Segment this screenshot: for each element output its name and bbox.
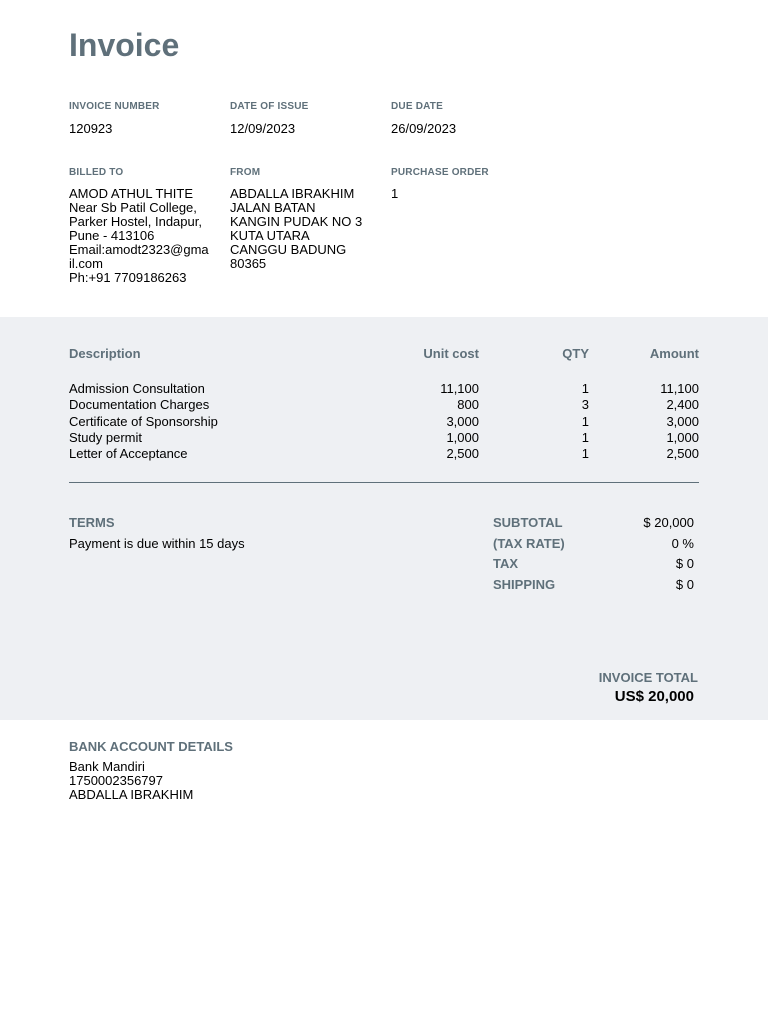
due-date: 26/09/2023 (391, 121, 457, 136)
header-qty: QTY (562, 346, 589, 361)
item-amount: 11,100 (660, 381, 699, 396)
invoice-title: Invoice (69, 27, 180, 63)
invoice-number-label: INVOICE NUMBER (69, 101, 160, 112)
invoice-total-value: US$ 20,000 (614, 688, 694, 705)
purchase-order-label: PURCHASE ORDER (391, 167, 489, 178)
item-unit-cost: 3,000 (446, 413, 479, 429)
header-amount: Amount (649, 346, 699, 361)
billed-to: AMOD ATHUL THITE Near Sb Patil College, Parker Hostel, Indapur, Pune - 413106 Email:amodt2323@gma il.com Ph:+91 7709186263 (69, 186, 209, 285)
subtotal-label: SUBTOTAL (493, 515, 563, 530)
item-qty: 1 (581, 446, 589, 461)
invoice-total-label: INVOICE TOTAL (598, 670, 698, 685)
from-address: ABDALLA IBRAKHIM JALAN BATAN KANGIN PUDAK NO 3 KUTA UTARA CANGGU BADUNG 80365 (230, 186, 363, 271)
item-description: Study permit (69, 429, 142, 445)
bank-details: Bank Mandiri 1750002356797 ABDALLA IBRAKHIM (69, 759, 194, 802)
invoice-number: 120923 (69, 121, 113, 136)
item-description: Letter of Acceptance (69, 446, 188, 461)
billed-to-label: BILLED TO (69, 167, 124, 178)
table-row (69, 430, 699, 446)
item-unit-cost: 1,000 (446, 429, 479, 445)
item-qty: 1 (581, 413, 589, 429)
line-items (69, 381, 699, 462)
date-of-issue-label: DATE OF ISSUE (230, 101, 309, 112)
from-label: FROM (230, 167, 261, 178)
item-qty: 1 (581, 429, 589, 445)
header-unit-cost: Unit cost (423, 346, 479, 361)
item-description: Admission Consultation (69, 381, 205, 396)
date-of-issue: 12/09/2023 (230, 121, 296, 136)
table-row (69, 381, 699, 397)
terms-text: Payment is due within 15 days (69, 536, 245, 551)
table-row (69, 397, 699, 413)
bank-details-label: BANK ACCOUNT DETAILS (69, 739, 233, 754)
purchase-order: 1 (391, 186, 399, 201)
tax-rate-value: 0 % (671, 536, 694, 551)
shipping-label: SHIPPING (493, 577, 556, 592)
item-unit-cost: 11,100 (440, 381, 479, 396)
tax-rate-label: (TAX RATE) (493, 536, 565, 551)
item-amount: 3,000 (666, 413, 699, 429)
due-date-label: DUE DATE (391, 101, 443, 112)
shipping-value: $ 0 (675, 577, 694, 592)
item-description: Certificate of Sponsorship (69, 413, 218, 429)
item-amount: 1,000 (666, 429, 699, 445)
item-unit-cost: 800 (457, 397, 479, 413)
item-qty: 3 (581, 397, 589, 413)
table-row (69, 414, 699, 430)
tax-value: $ 0 (675, 556, 694, 571)
tax-label: TAX (493, 556, 519, 571)
item-description: Documentation Charges (69, 397, 210, 413)
item-amount: 2,500 (666, 446, 699, 461)
table-row (69, 446, 699, 462)
item-qty: 1 (581, 381, 589, 396)
terms-label: TERMS (69, 515, 115, 530)
subtotal-value: $ 20,000 (643, 515, 694, 530)
item-amount: 2,400 (666, 397, 699, 413)
header-description: Description (69, 346, 141, 361)
table-divider (69, 482, 699, 483)
item-unit-cost: 2,500 (446, 446, 479, 461)
